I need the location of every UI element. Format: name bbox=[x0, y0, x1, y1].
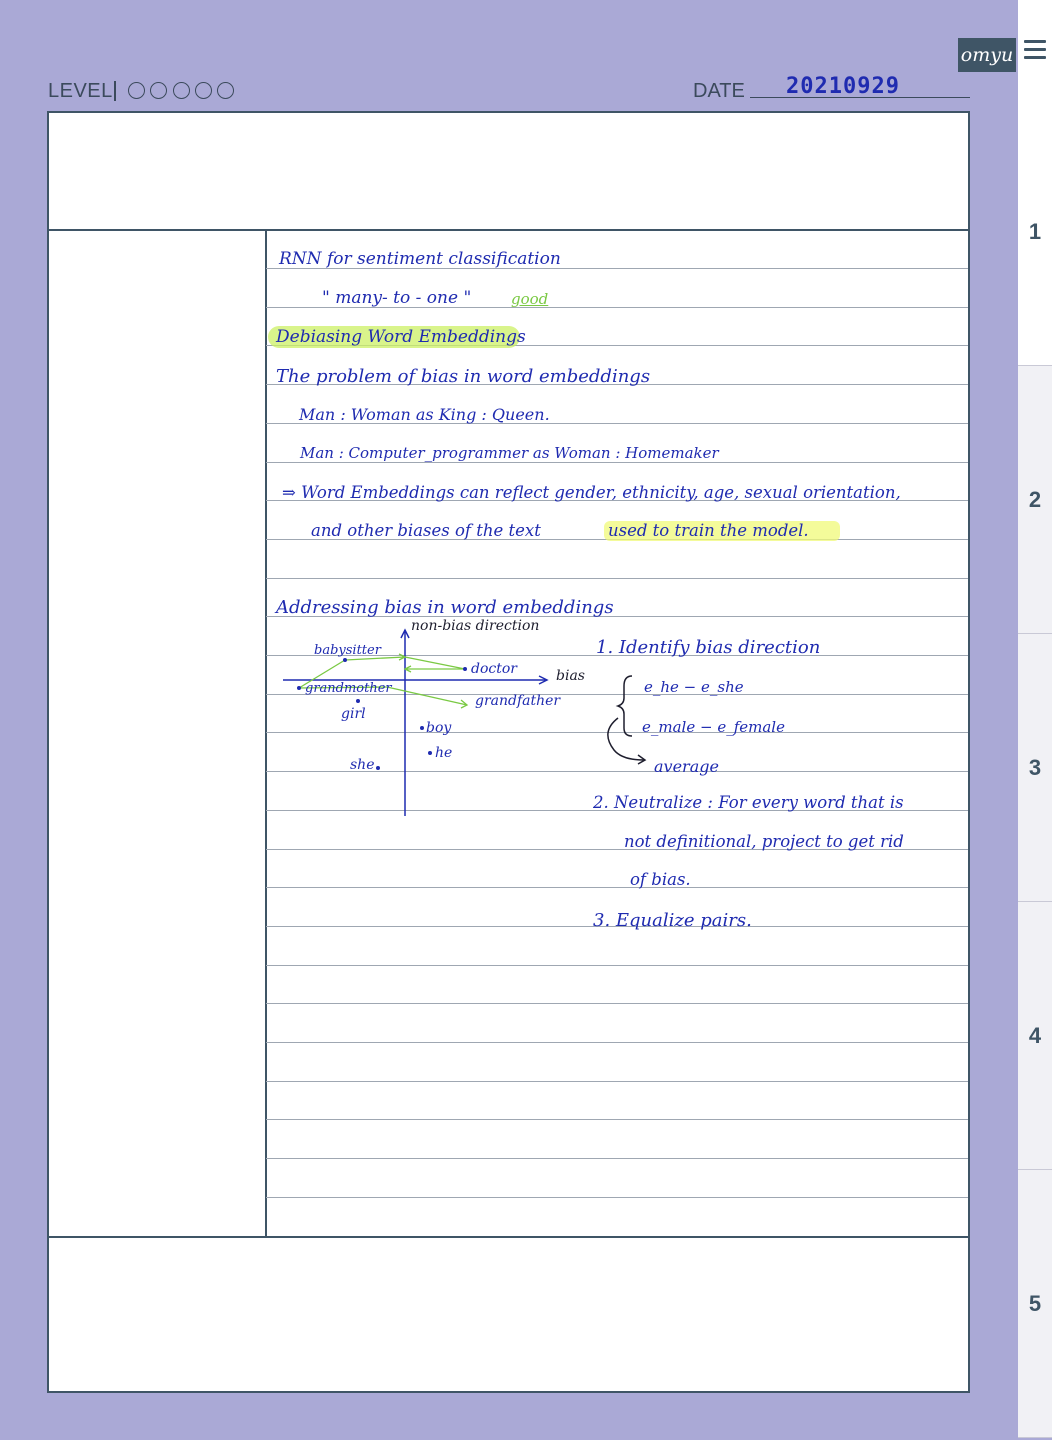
note-line-reflect: ⇒ Word Embeddings can reflect gender, ethnicity, age, sexual orientation, bbox=[282, 483, 901, 502]
note-line-other-biases: and other biases of the text bbox=[311, 521, 541, 540]
step-1-eq1: e_he − e_she bbox=[644, 678, 744, 696]
ruled-line bbox=[266, 1042, 968, 1043]
diagram-axis-x-label: bias bbox=[556, 668, 585, 684]
ruled-line bbox=[266, 887, 968, 888]
tab-1[interactable]: 1 bbox=[1018, 98, 1052, 366]
step-2-a: 2. Neutralize : For every word that is bbox=[593, 793, 904, 812]
date-value[interactable]: 20210929 bbox=[786, 74, 900, 99]
level-circle-3[interactable] bbox=[173, 82, 190, 99]
note-line-rnn: RNN for sentiment classification bbox=[279, 249, 561, 269]
diagram-word-doctor: doctor bbox=[471, 661, 517, 677]
date-label: DATE bbox=[693, 80, 745, 102]
tab-5[interactable]: 5 bbox=[1018, 1170, 1052, 1438]
step-2-b: not definitional, project to get rid bbox=[624, 832, 904, 851]
tab-2[interactable]: 2 bbox=[1018, 366, 1052, 634]
level-circle-2[interactable] bbox=[150, 82, 167, 99]
note-line-used-to-train: used to train the model. bbox=[608, 521, 809, 540]
ruled-line bbox=[266, 1197, 968, 1198]
ruled-line bbox=[266, 1158, 968, 1159]
note-line-analogy2: Man : Computer_programmer as Woman : Homemaker bbox=[300, 444, 719, 462]
step-3: 3. Equalize pairs. bbox=[593, 910, 752, 931]
bias-diagram bbox=[275, 620, 595, 820]
note-line-problem: The problem of bias in word embeddings bbox=[276, 366, 651, 387]
step-1-average: average bbox=[654, 757, 719, 776]
diagram-word-girl: girl bbox=[341, 706, 366, 722]
tab-3[interactable]: 3 bbox=[1018, 634, 1052, 902]
diagram-word-grandfather: grandfather bbox=[475, 693, 561, 709]
level-circle-5[interactable] bbox=[217, 82, 234, 99]
side-tabs bbox=[1018, 98, 1052, 1440]
note-heading-addressing: Addressing bias in word embeddings bbox=[276, 597, 614, 618]
step-1-eq2: e_male − e_female bbox=[642, 718, 785, 736]
note-heading-debiasing: Debiasing Word Embeddings bbox=[276, 327, 526, 347]
menu-icon[interactable] bbox=[1024, 40, 1046, 60]
diagram-word-he: he bbox=[435, 745, 453, 761]
tab-4[interactable]: 4 bbox=[1018, 902, 1052, 1170]
level-divider bbox=[114, 81, 116, 101]
brace-arrow-icon bbox=[600, 672, 650, 772]
diagram-word-she: she bbox=[350, 757, 375, 773]
ruled-line bbox=[266, 965, 968, 966]
diagram-word-boy: boy bbox=[426, 720, 452, 736]
diagram-word-grandmother: grandmother bbox=[305, 681, 392, 696]
ruled-line bbox=[266, 1081, 968, 1082]
ruled-line bbox=[266, 1003, 968, 1004]
ruled-line bbox=[266, 578, 968, 579]
level-label: LEVEL bbox=[48, 80, 113, 102]
title-area-divider bbox=[47, 229, 970, 231]
ruled-line bbox=[266, 1119, 968, 1120]
step-2-c: of bias. bbox=[630, 870, 691, 889]
level-circle-4[interactable] bbox=[195, 82, 212, 99]
diagram-axis-y-label: non-bias direction bbox=[411, 618, 540, 634]
brand-logo: omyu bbox=[958, 38, 1016, 72]
level-circle-1[interactable] bbox=[128, 82, 145, 99]
summary-area-divider bbox=[47, 1236, 970, 1238]
note-line-many-to-one: " many- to - one " bbox=[322, 288, 472, 308]
step-1: 1. Identify bias direction bbox=[596, 637, 821, 658]
diagram-word-babysitter: babysitter bbox=[314, 643, 381, 658]
note-line-analogy1: Man : Woman as King : Queen. bbox=[299, 405, 550, 424]
note-good: good bbox=[511, 290, 549, 308]
